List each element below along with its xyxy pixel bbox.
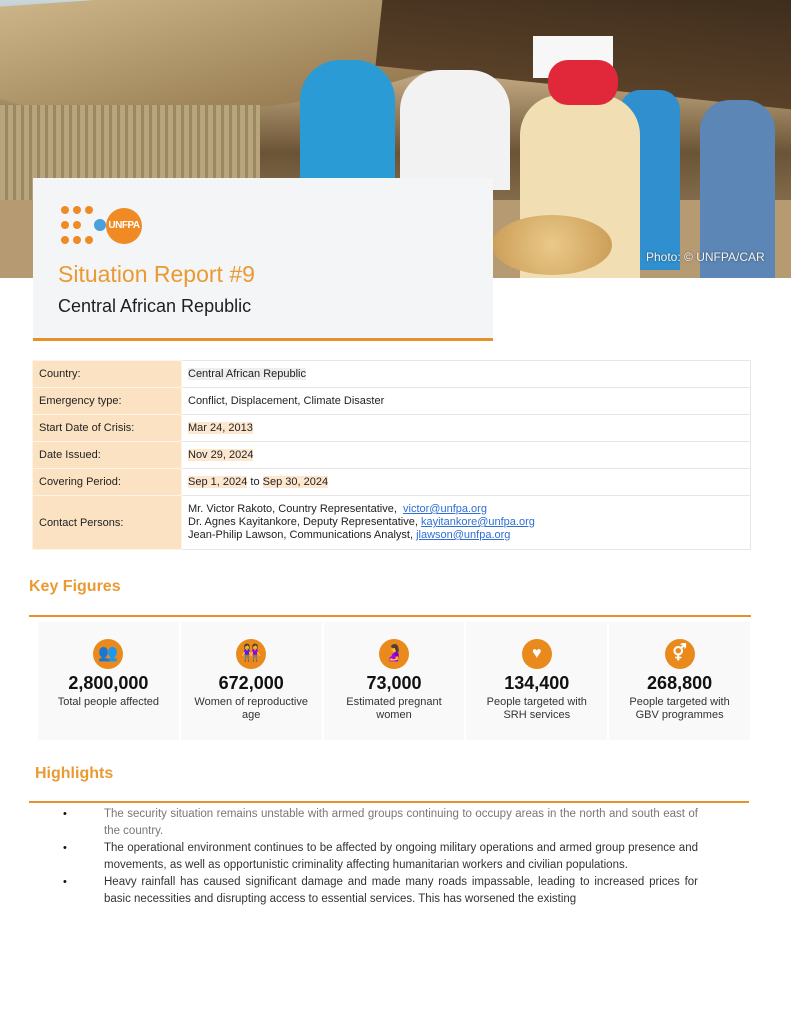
key-figure-card [324,622,465,740]
key-figure-label: Women of reproductive age [194,696,308,721]
key-figure-card [609,622,750,740]
info-table [32,360,751,550]
highlights-divider [29,801,749,803]
unfpa-logo-text: UNFPA [106,208,142,244]
table-row-emergency-type [33,388,751,415]
table-row-contacts [33,496,751,550]
date-issued-label: Date Issued: [33,442,182,469]
key-figure-card [38,622,179,740]
highlight-text: The security situation remains unstable with armed groups continuing to occupy areas in the north and south east of the country. [104,808,698,837]
key-figure-card [181,622,322,740]
photo-credit: Photo: © UNFPA/CAR [646,250,765,264]
date-issued-value: Nov 29, 2024 [188,449,254,461]
table-row-country [33,361,751,388]
key-figure-value: 2,800,000 [68,673,149,693]
highlights-heading: Highlights [35,765,114,782]
key-figures-heading: Key Figures [29,578,121,595]
covering-period-to: Sep 30, 2024 [262,476,329,488]
contact-person [188,529,744,542]
emergency-type-value: Conflict, Displacement, Climate Disaster [182,388,751,415]
contact-persons-label: Contact Persons: [33,496,182,550]
un-emblem-icon [94,219,106,231]
highlight-item [58,806,698,840]
key-figure-label: Estimated pregnant women [346,696,442,721]
report-subtitle: Central African Republic [58,296,252,316]
pregnant-woman-icon: 🤰 [379,639,409,669]
key-figure-value: 672,000 [218,673,284,693]
highlight-item [58,874,698,908]
covering-period-to-word: to [250,476,260,488]
report-title: Situation Report #9 [58,261,255,287]
key-figure-label: Total people affected [57,696,160,708]
country-value: Central African Republic [188,368,307,380]
gender-symbol-icon: ⚥ [665,639,695,669]
key-figure-value: 134,400 [504,673,570,693]
bullet-icon: • [63,876,67,888]
key-figure-card [466,622,607,740]
start-date-label: Start Date of Crisis: [33,415,182,442]
table-row-start-date [33,415,751,442]
highlight-item [58,840,698,874]
contact-person [188,516,744,529]
key-figure-label: People targeted with GBV programmes [629,696,730,721]
start-date-value: Mar 24, 2013 [188,422,253,434]
title-card [33,178,493,341]
key-figures-divider [29,615,751,617]
heart-plus-icon: ♥ [522,639,552,669]
contact-email-link[interactable]: jlawson@unfpa.org [416,529,511,541]
highlights-list [58,806,698,908]
photo-person [300,60,395,180]
emergency-type-label: Emergency type: [33,388,182,415]
highlight-text: Heavy rainfall has caused significant damage and made many roads impassable, leading to increased prices for basic necessities and disrupting access to essential services. This has worsened the existing [104,876,698,905]
table-row-covering-period [33,469,751,496]
photo-person [400,70,510,190]
contact-person [188,503,744,516]
contact-email-link[interactable]: victor@unfpa.org [403,503,487,515]
women-icon: 👭 [236,639,266,669]
unfpa-logo [61,204,141,246]
contact-person-name: Mr. Victor Rakoto, Country Representative, [188,503,397,515]
key-figure-value: 268,800 [647,673,713,693]
bullet-icon: • [63,808,67,820]
contact-person-name: Jean-Philip Lawson, Communications Analyst, [188,529,414,541]
people-group-icon: 👥 [93,639,123,669]
bullet-icon: • [63,842,67,854]
table-row-date-issued [33,442,751,469]
contact-person-name: Dr. Agnes Kayitankore, Deputy Representative, [188,516,418,528]
country-label: Country: [33,361,182,388]
key-figure-value: 73,000 [366,673,422,693]
covering-period-from: Sep 1, 2024 [188,476,248,488]
highlight-text: The operational environment continues to be affected by ongoing military operations and armed group presence and movements, as well as opportunistic criminality affecting humanitarian workers and civilian populations. [104,842,698,871]
key-figure-label: People targeted with SRH services [486,696,587,721]
key-figures-cards [38,622,750,740]
covering-period-label: Covering Period: [33,469,182,496]
photo-headscarf [548,60,618,105]
photo-bread [492,215,612,275]
contact-email-link[interactable]: kayitankore@unfpa.org [420,516,535,528]
